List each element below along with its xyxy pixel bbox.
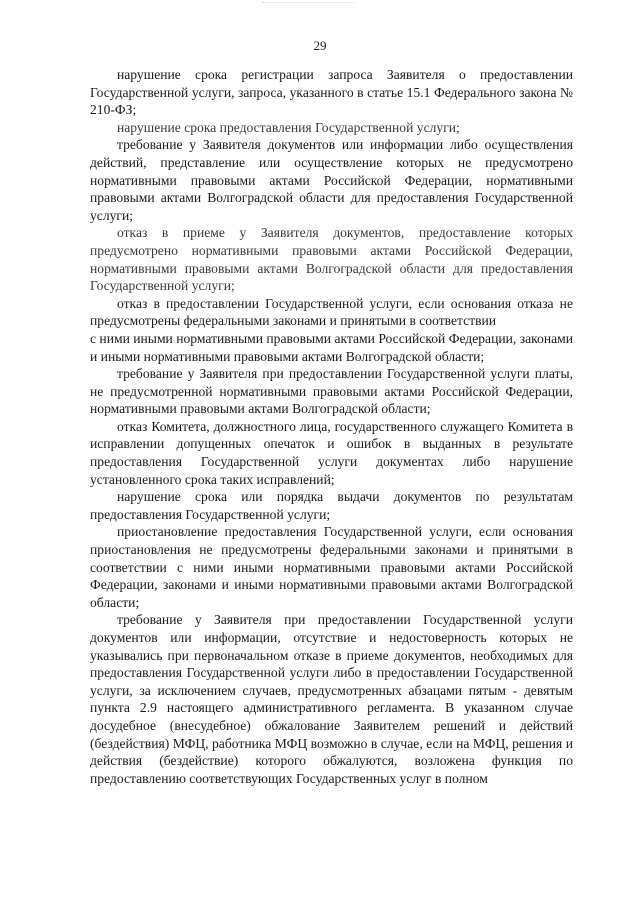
paragraph-correction-refusal: отказ Комитета, должностного лица, государственного служащего Комитета в исправлении допущенных опечаток и ошибок в выданных в результате предоставления Государственной услуги документах либо нарушение установленного срока таких исправлений; bbox=[90, 418, 573, 487]
paragraph-refusal-service: отказ в предоставлении Государственной услуги, если основания отказа не предусмотрены федеральными законами и принятыми в соответствии bbox=[90, 295, 573, 329]
paragraph-registration-deadline: нарушение срока регистрации запроса Заявителя о предоставлении Государственной услуги, запроса, указанного в статье 15.1 Федерального закона № 210-ФЗ; bbox=[90, 67, 573, 118]
paragraph-issuance-violation: нарушение срока или порядка выдачи документов по результатам предоставления Государственной услуги; bbox=[90, 489, 573, 522]
paragraph-service-deadline: нарушение срока предоставления Государственной услуги; bbox=[117, 119, 460, 135]
scan-artifact bbox=[262, 2, 354, 11]
paragraph-missing-documents-requirement: требование у Заявителя при предоставлении Государственной услуги документов или информации, отсутствие и недостоверность которых не указывались при первоначальном отказе в приеме документов, необходимых для предоставления Государственной услуги либо в предоставлении Государственной услуги, за исключением случаев, предусмотренных абзацами пятым - девятым пункта 2.9 настоящего административного регламента. В указанном случае досудебное (внесудебное) обжалование Заявителем решений и действий (бездействия) МФЦ, работника МФЦ возможно в случае, если на МФЦ, решения и действия (бездействие) которого обжалуются, возложена функция по предоставлению соответствующих Государственных услуг в полном bbox=[90, 612, 573, 786]
document-body bbox=[90, 66, 573, 787]
page-number: 29 bbox=[313, 38, 327, 53]
paragraph-suspension: приостановление предоставления Государственной услуги, если основания приостановления не предусмотрены федеральными законами и принятыми в соответствии с ними иными нормативными правовыми актами Российской Федерации, законами и иными нормативными правовыми актами Волгоградской области; bbox=[90, 524, 573, 610]
paragraph-document-requirement: требование у Заявителя документов или информации либо осуществления действий, представление или осуществление которых не предусмотрено нормативными правовыми актами Российской Федерации, нормативными правовыми актами Волгоградской области для предоставления Государственной услуги; bbox=[90, 137, 573, 223]
paragraph-fee-requirement: требование у Заявителя при предоставлении Государственной услуги платы, не предусмотренной нормативными правовыми актами Российской Федерации, нормативными правовыми актами Волгоградской области; bbox=[90, 366, 573, 417]
paragraph-refusal-acceptance: отказ в приеме у Заявителя документов, предоставление которых предусмотрено нормативными правовыми актами Российской Федерации, нормативными правовыми актами Волгоградской области для предоставления Государственной услуги; bbox=[90, 225, 573, 294]
paragraph-refusal-service-continued: с ними иными нормативными правовыми актами Российской Федерации, законами и иными нормативными правовыми актами Волгоградской области; bbox=[90, 330, 574, 364]
